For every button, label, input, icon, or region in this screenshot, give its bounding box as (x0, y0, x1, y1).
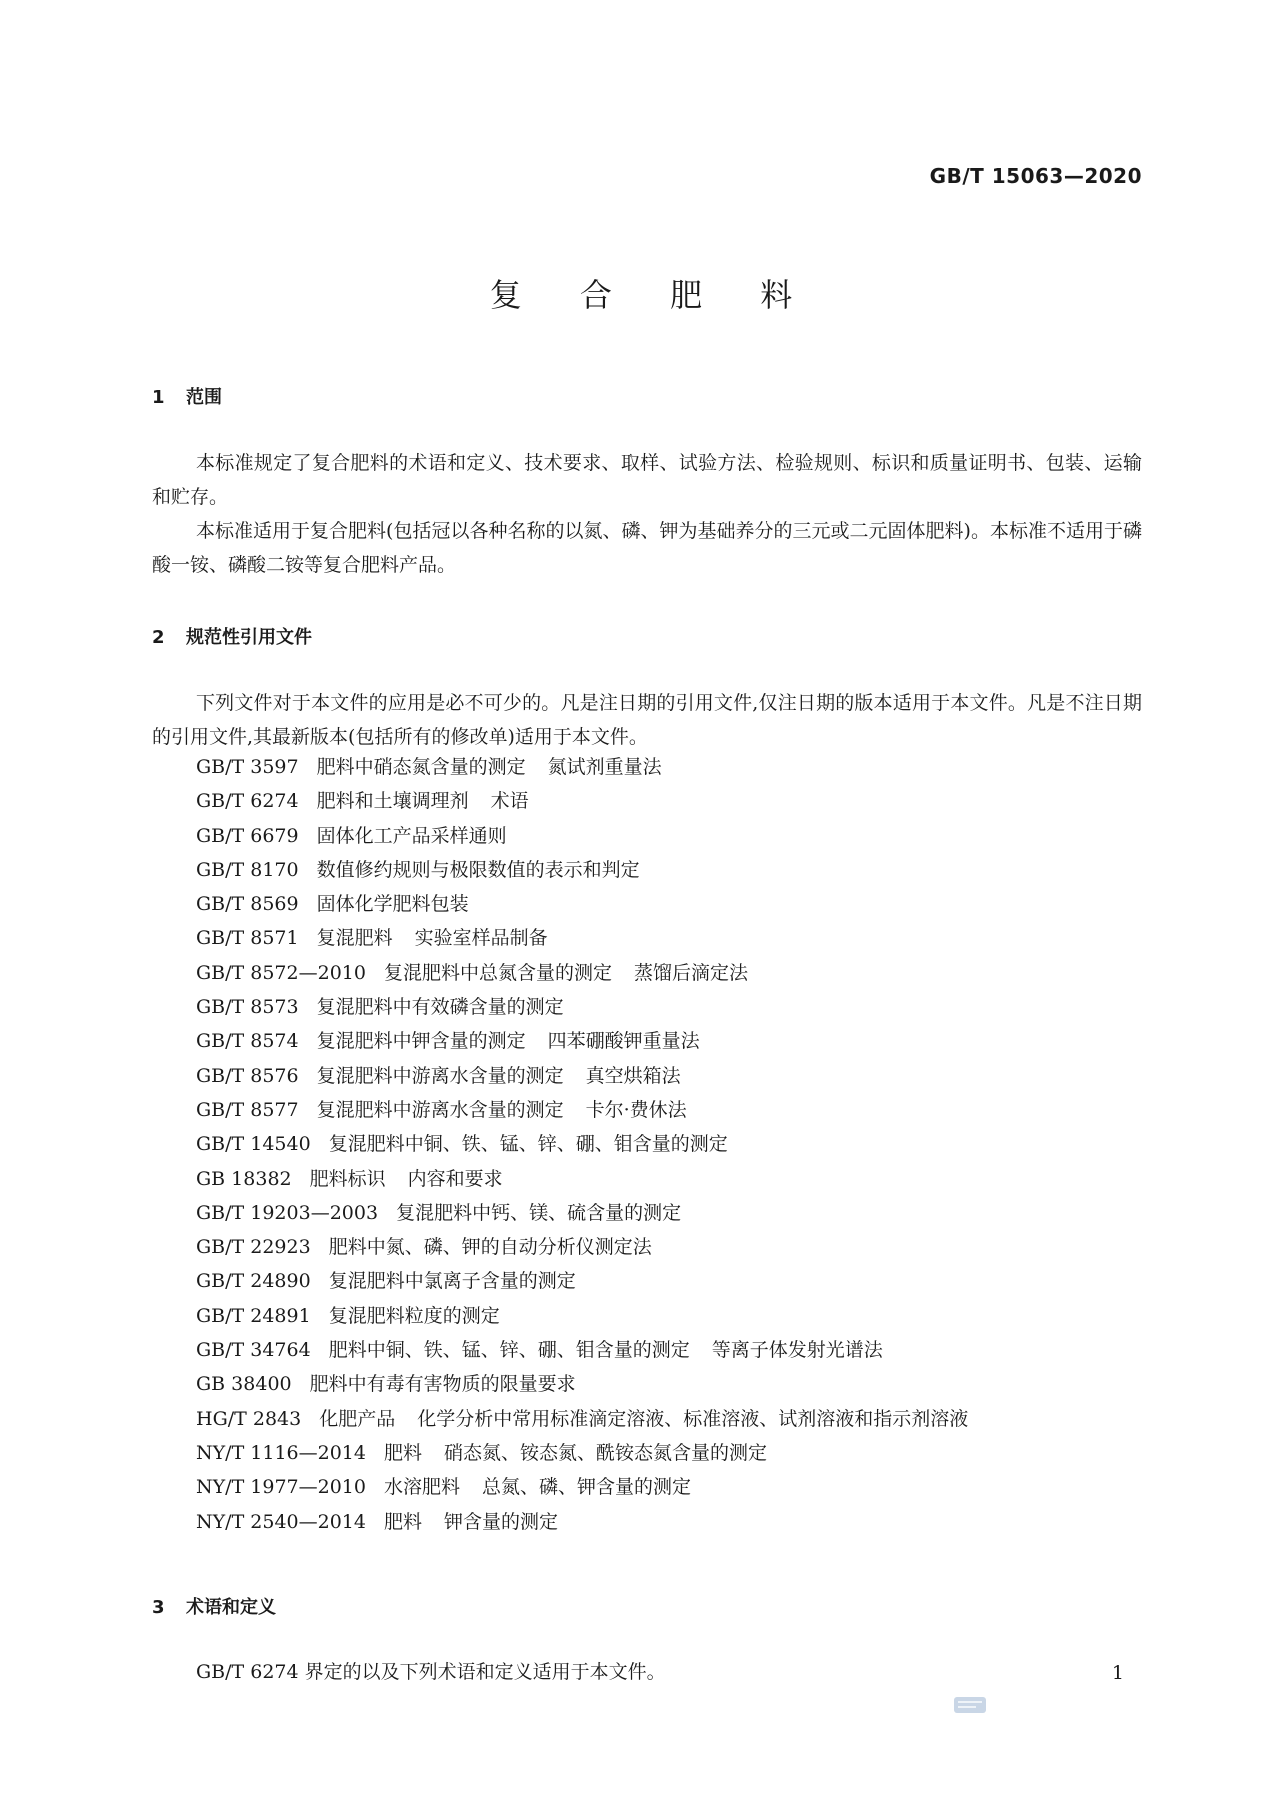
reference-title: 硝态氮、铵态氮、酰铵态氮含量的测定 (444, 1441, 768, 1464)
reference-code: GB/T 8170 (196, 858, 299, 881)
reference-title: 复混肥料中游离水含量的测定 (316, 1064, 564, 1087)
reference-title: 肥料中有毒有害物质的限量要求 (309, 1373, 576, 1396)
reference-item (196, 1162, 968, 1196)
reference-title: 实验室样品制备 (414, 927, 548, 950)
reference-item (196, 1402, 968, 1436)
reference-title: 氮试剂重量法 (547, 756, 662, 778)
publisher-stamp-icon (953, 1694, 987, 1716)
paragraph: 下列文件对于本文件的应用是必不可少的。凡是注日期的引用文件,仅注日期的版本适用于本文件。凡是不注日期的引用文件,其最新版本(包括所有的修改单)适用于本文件。 (152, 692, 1142, 748)
reference-title: 蒸馏后滴定法 (633, 961, 748, 984)
reference-code: GB/T 6274 (196, 790, 299, 813)
reference-code: GB/T 8571 (196, 927, 299, 950)
reference-item (196, 1264, 968, 1298)
reference-code: GB/T 22923 (196, 1236, 311, 1259)
reference-title: 复混肥料中游离水含量的测定 (316, 1098, 564, 1121)
reference-item (196, 887, 968, 921)
section-heading-terms-definitions (152, 1593, 276, 1619)
paragraph: GB/T 6274 界定的以及下列术语和定义适用于本文件。 (196, 1661, 666, 1683)
reference-title: 水溶肥料 (384, 1476, 461, 1499)
reference-code: NY/T 2540—2014 (196, 1510, 366, 1533)
reference-item (196, 1059, 968, 1093)
reference-title: 数值修约规则与极限数值的表示和判定 (316, 858, 640, 881)
reference-item (196, 1367, 968, 1401)
reference-code: GB/T 8577 (196, 1098, 299, 1121)
section-title: 术语和定义 (186, 1597, 276, 1618)
reference-item (196, 1230, 968, 1264)
reference-title: 钾含量的测定 (444, 1510, 559, 1533)
reference-title: 复混肥料粒度的测定 (328, 1304, 500, 1327)
reference-title: 肥料中铜、铁、锰、锌、硼、钼含量的测定 (328, 1339, 690, 1362)
section-number: 1 (152, 387, 165, 408)
reference-list (196, 750, 968, 1539)
reference-item (196, 1470, 968, 1504)
section-heading-normative-references (152, 623, 312, 649)
reference-code: GB/T 24890 (196, 1270, 311, 1293)
reference-code: GB/T 6679 (196, 824, 299, 847)
paragraph: 本标准适用于复合肥料(包括冠以各种名称的以氮、磷、钾为基础养分的三元或二元固体肥料)。本标准不适用于磷酸一铵、磷酸二铵等复合肥料产品。 (152, 520, 1142, 576)
reference-item (196, 784, 968, 818)
reference-code: GB/T 3597 (196, 756, 299, 778)
reference-code: GB/T 8574 (196, 1030, 299, 1053)
reference-title: 等离子体发射光谱法 (711, 1339, 883, 1362)
reference-title: 复混肥料 (316, 927, 393, 950)
reference-code: GB/T 24891 (196, 1304, 311, 1327)
reference-code: GB/T 34764 (196, 1339, 311, 1362)
standard-code: GB/T 15063—2020 (929, 164, 1142, 188)
reference-code: GB/T 8573 (196, 996, 299, 1019)
reference-title: 总氮、磷、钾含量的测定 (482, 1476, 692, 1499)
reference-title: 复混肥料中钾含量的测定 (316, 1030, 526, 1053)
reference-title: 复混肥料中总氮含量的测定 (383, 961, 612, 984)
reference-item (196, 1299, 968, 1333)
reference-title: 复混肥料中钙、镁、硫含量的测定 (396, 1201, 682, 1224)
reference-code: GB/T 19203—2003 (196, 1201, 379, 1224)
reference-title: 肥料中硝态氮含量的测定 (316, 756, 526, 778)
reference-item (196, 1505, 968, 1539)
reference-item (196, 1127, 968, 1161)
reference-code: GB/T 14540 (196, 1133, 311, 1156)
section-number: 3 (152, 1597, 165, 1618)
reference-item (196, 956, 968, 990)
reference-item (196, 853, 968, 887)
section-number: 2 (152, 627, 165, 648)
reference-title: 术语 (490, 790, 529, 813)
section-heading-scope (152, 383, 222, 409)
reference-title: 固体化学肥料包装 (316, 893, 469, 916)
reference-title: 内容和要求 (407, 1167, 503, 1190)
reference-title: 复混肥料中铜、铁、锰、锌、硼、钼含量的测定 (328, 1133, 728, 1156)
page-number: 1 (1111, 1662, 1124, 1684)
reference-title: 四苯硼酸钾重量法 (547, 1030, 700, 1053)
reference-title: 化肥产品 (319, 1407, 396, 1430)
reference-item (196, 1333, 968, 1367)
reference-code: GB/T 8576 (196, 1064, 299, 1087)
reference-title: 肥料标识 (309, 1167, 386, 1190)
reference-title: 肥料中氮、磷、钾的自动分析仪测定法 (328, 1236, 652, 1259)
reference-item (196, 990, 968, 1024)
reference-item (196, 1093, 968, 1127)
reference-item (196, 921, 968, 955)
reference-title: 肥料和土壤调理剂 (316, 790, 469, 813)
reference-code: NY/T 1116—2014 (196, 1441, 366, 1464)
reference-title: 复混肥料中有效磷含量的测定 (316, 996, 564, 1019)
document-title: 复 合 肥 料 (489, 276, 817, 314)
reference-title: 真空烘箱法 (585, 1064, 681, 1087)
reference-title: 化学分析中常用标准滴定溶液、标准溶液、试剂溶液和指示剂溶液 (417, 1407, 969, 1430)
reference-item (196, 1436, 968, 1470)
reference-code: NY/T 1977—2010 (196, 1476, 366, 1499)
reference-code: GB/T 8572—2010 (196, 961, 366, 984)
reference-code: GB 38400 (196, 1373, 292, 1396)
reference-code: GB/T 8569 (196, 893, 299, 916)
section-title: 范围 (186, 387, 222, 408)
paragraph: 本标准规定了复合肥料的术语和定义、技术要求、取样、试验方法、检验规则、标识和质量证明书、包装、运输和贮存。 (152, 452, 1142, 508)
reference-title: 复混肥料中氯离子含量的测定 (328, 1270, 576, 1293)
reference-item (196, 750, 968, 784)
reference-code: HG/T 2843 (196, 1407, 302, 1430)
reference-title: 肥料 (384, 1441, 423, 1464)
reference-code: GB 18382 (196, 1167, 292, 1190)
reference-item (196, 1024, 968, 1058)
reference-item (196, 1196, 968, 1230)
reference-item (196, 819, 968, 853)
reference-title: 固体化工产品采样通则 (316, 824, 507, 847)
reference-title: 卡尔·费休法 (585, 1098, 687, 1121)
reference-title: 肥料 (384, 1510, 423, 1533)
section-title: 规范性引用文件 (186, 627, 312, 648)
